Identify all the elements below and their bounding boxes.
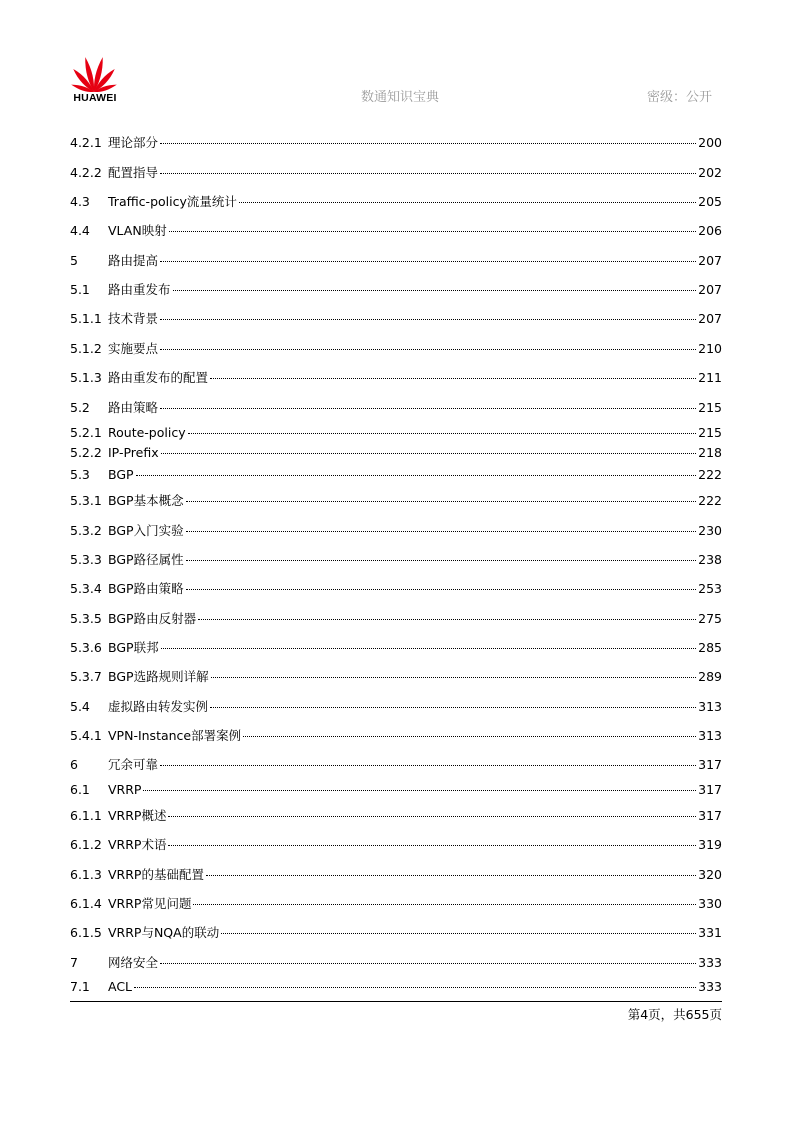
- toc-entry-title: VPN-Instance部署案例: [108, 728, 242, 743]
- toc-entry[interactable]: [70, 781, 722, 799]
- toc-leader-dots: [239, 202, 696, 203]
- toc-entry-number: 5.4: [70, 699, 90, 714]
- toc-entry-page: 211: [698, 370, 722, 385]
- page-number: 第4页，共655页: [627, 1007, 722, 1022]
- toc-entry[interactable]: [70, 134, 722, 152]
- toc-entry-number: 4.2.1: [70, 135, 102, 150]
- toc-entry-title: 理论部分: [108, 135, 159, 150]
- toc-entry[interactable]: [70, 252, 722, 270]
- toc-leader-dots: [243, 736, 696, 737]
- toc-entry-page: 253: [698, 581, 722, 596]
- toc-entry-number: 5.3.4: [70, 581, 102, 596]
- toc-entry-title: BGP入门实验: [108, 523, 184, 538]
- toc-entry-page: 317: [698, 808, 722, 823]
- toc-entry-number: 4.2.2: [70, 165, 102, 180]
- toc-entry[interactable]: [70, 551, 722, 569]
- toc-entry-number: 5.4.1: [70, 728, 102, 743]
- toc-entry[interactable]: [70, 466, 722, 484]
- toc-entry[interactable]: [70, 836, 722, 854]
- toc-entry-page: 206: [698, 223, 722, 238]
- toc-entry-number: 5.3.1: [70, 493, 102, 508]
- toc-entry-page: 207: [698, 282, 722, 297]
- logo-text: HUAWEI: [73, 92, 117, 104]
- toc-entry-number: 5.2: [70, 400, 90, 415]
- toc-entry-number: 6.1: [70, 782, 90, 797]
- toc-entry[interactable]: [70, 756, 722, 774]
- toc-entry[interactable]: [70, 281, 722, 299]
- toc-leader-dots: [160, 408, 696, 409]
- toc-entry[interactable]: [70, 340, 722, 358]
- document-title: 数通知识宝典: [360, 90, 439, 105]
- toc-entry-page: 215: [698, 425, 722, 440]
- toc-entry-page: 222: [698, 493, 722, 508]
- toc-entry-title: Route-policy: [108, 425, 186, 440]
- toc-leader-dots: [160, 963, 696, 964]
- toc-entry-number: 5: [70, 253, 78, 268]
- toc-entry-page: 215: [698, 400, 722, 415]
- toc-leader-dots: [160, 143, 696, 144]
- toc-entry-title: 配置指导: [108, 165, 159, 180]
- toc-entry-page: 275: [698, 611, 722, 626]
- toc-entry-number: 5.3.3: [70, 552, 102, 567]
- toc-entry-title: BGP路由策略: [108, 581, 184, 596]
- toc-entry-number: 5.1: [70, 282, 90, 297]
- toc-entry-page: 230: [698, 523, 722, 538]
- toc-leader-dots: [186, 501, 697, 502]
- toc-entry[interactable]: [70, 444, 722, 462]
- toc-entry-page: 333: [698, 955, 722, 970]
- toc-entry-title: 路由重发布: [108, 282, 171, 297]
- toc-leader-dots: [210, 707, 696, 708]
- toc-entry[interactable]: [70, 698, 722, 716]
- toc-entry-page: 285: [698, 640, 722, 655]
- toc-entry-page: 210: [698, 341, 722, 356]
- toc-leader-dots: [160, 319, 696, 320]
- toc-entry-page: 289: [698, 669, 722, 684]
- toc-leader-dots: [206, 875, 696, 876]
- toc-entry-page: 313: [698, 728, 722, 743]
- toc-entry-page: 238: [698, 552, 722, 567]
- toc-leader-dots: [186, 531, 697, 532]
- toc-entry-title: BGP联邦: [108, 640, 159, 655]
- toc-entry-page: 218: [698, 445, 722, 460]
- toc-entry-page: 207: [698, 253, 722, 268]
- toc-entry[interactable]: [70, 522, 722, 540]
- toc-leader-dots: [173, 290, 697, 291]
- toc-leader-dots: [160, 261, 696, 262]
- toc-entry-page: 200: [698, 135, 722, 150]
- toc-entry-number: 6.1.5: [70, 925, 102, 940]
- toc-entry[interactable]: [70, 492, 722, 510]
- toc-leader-dots: [136, 475, 697, 476]
- footer-divider: [70, 1001, 722, 1002]
- toc-entry-number: 6.1.2: [70, 837, 102, 852]
- toc-entry-title: 虚拟路由转发实例: [108, 699, 209, 714]
- toc-leader-dots: [168, 845, 696, 846]
- toc-entry[interactable]: [70, 954, 722, 972]
- toc-entry-number: 5.3: [70, 467, 90, 482]
- toc-entry-number: 6.1.4: [70, 896, 102, 911]
- toc-entry-title: VRRP的基础配置: [108, 867, 204, 882]
- toc-entry-title: VRRP与NQA的联动: [108, 925, 220, 940]
- toc-entry-title: BGP路由反射器: [108, 611, 197, 626]
- toc-entry-page: 320: [698, 867, 722, 882]
- toc-entry-number: 6.1.1: [70, 808, 102, 823]
- toc-entry-page: 330: [698, 896, 722, 911]
- toc-entry-title: 实施要点: [108, 341, 159, 356]
- toc-entry[interactable]: [70, 668, 722, 686]
- toc-entry-title: VRRP: [108, 782, 142, 797]
- toc-entry-page: 207: [698, 311, 722, 326]
- toc-leader-dots: [134, 987, 696, 988]
- toc-entry-page: 205: [698, 194, 722, 209]
- toc-leader-dots: [160, 349, 696, 350]
- toc-entry[interactable]: [70, 222, 722, 240]
- toc-leader-dots: [169, 231, 696, 232]
- page-header: [0, 0, 793, 110]
- toc-entry-title: IP-Prefix: [108, 445, 159, 460]
- toc-entry-title: ACL: [108, 979, 133, 994]
- toc-leader-dots: [161, 648, 697, 649]
- toc-entry-number: 7: [70, 955, 78, 970]
- toc-entry-page: 317: [698, 782, 722, 797]
- toc-leader-dots: [186, 560, 697, 561]
- toc-entry-title: Traffic-policy流量统计: [108, 194, 237, 209]
- toc-entry[interactable]: [70, 310, 722, 328]
- toc-entry[interactable]: [70, 193, 722, 211]
- toc-leader-dots: [188, 433, 697, 434]
- toc-entry-page: 222: [698, 467, 722, 482]
- toc-leader-dots: [160, 765, 696, 766]
- toc-entry-page: 331: [698, 925, 722, 940]
- toc-entry-number: 5.3.5: [70, 611, 102, 626]
- toc-entry[interactable]: [70, 610, 722, 628]
- toc-entry[interactable]: [70, 924, 722, 942]
- toc-entry-title: VRRP常见问题: [108, 896, 192, 911]
- toc-entry-number: 4.4: [70, 223, 90, 238]
- toc-entry-page: 202: [698, 165, 722, 180]
- toc-leader-dots: [168, 816, 696, 817]
- toc-entry-title: 技术背景: [108, 311, 159, 326]
- toc-entry-number: 5.1.1: [70, 311, 102, 326]
- toc-entry-title: 冗余可靠: [108, 757, 159, 772]
- toc-leader-dots: [186, 589, 697, 590]
- toc-leader-dots: [198, 619, 696, 620]
- toc-entry-title: BGP选路规则详解: [108, 669, 209, 684]
- toc-leader-dots: [221, 933, 696, 934]
- toc-entry[interactable]: [70, 369, 722, 387]
- toc-entry-title: VRRP术语: [108, 837, 167, 852]
- toc-entry-number: 6.1.3: [70, 867, 102, 882]
- toc-entry-title: 路由策略: [108, 400, 159, 415]
- toc-entry-page: 313: [698, 699, 722, 714]
- toc-entry-page: 319: [698, 837, 722, 852]
- toc-entry-number: 5.1.3: [70, 370, 102, 385]
- toc-entry-title: 路由重发布的配置: [108, 370, 209, 385]
- toc-entry-title: 网络安全: [108, 955, 159, 970]
- toc-entry[interactable]: [70, 580, 722, 598]
- toc-entry-number: 5.3.7: [70, 669, 102, 684]
- toc-entry-number: 6: [70, 757, 78, 772]
- toc-entry-number: 5.2.1: [70, 425, 102, 440]
- toc-entry-number: 5.1.2: [70, 341, 102, 356]
- toc-leader-dots: [210, 378, 696, 379]
- toc-entry-number: 5.2.2: [70, 445, 102, 460]
- toc-entry[interactable]: [70, 895, 722, 913]
- toc-entry[interactable]: [70, 424, 722, 442]
- toc-entry-number: 7.1: [70, 979, 90, 994]
- toc-entry-number: 5.3.6: [70, 640, 102, 655]
- toc-entry[interactable]: [70, 807, 722, 825]
- classification-label: 密级：公开: [646, 90, 712, 105]
- toc-entry[interactable]: [70, 727, 722, 745]
- toc-leader-dots: [193, 904, 696, 905]
- toc-leader-dots: [160, 173, 696, 174]
- toc-entry[interactable]: [70, 164, 722, 182]
- toc-entry[interactable]: [70, 978, 722, 996]
- toc-entry-title: BGP基本概念: [108, 493, 184, 508]
- toc-leader-dots: [161, 453, 697, 454]
- toc-entry-page: 333: [698, 979, 722, 994]
- toc-entry-title: BGP路径属性: [108, 552, 184, 567]
- toc-entry-title: BGP: [108, 467, 134, 482]
- toc-entry-number: 5.3.2: [70, 523, 102, 538]
- toc-leader-dots: [211, 677, 697, 678]
- toc-entry-number: 4.3: [70, 194, 90, 209]
- toc-entry-title: 路由提高: [108, 253, 159, 268]
- toc-entry-title: VRRP概述: [108, 808, 167, 823]
- toc-leader-dots: [143, 790, 696, 791]
- toc-entry[interactable]: [70, 866, 722, 884]
- toc-entry-page: 317: [698, 757, 722, 772]
- toc-entry-title: VLAN映射: [108, 223, 167, 238]
- toc-entry[interactable]: [70, 399, 722, 417]
- toc-entry[interactable]: [70, 639, 722, 657]
